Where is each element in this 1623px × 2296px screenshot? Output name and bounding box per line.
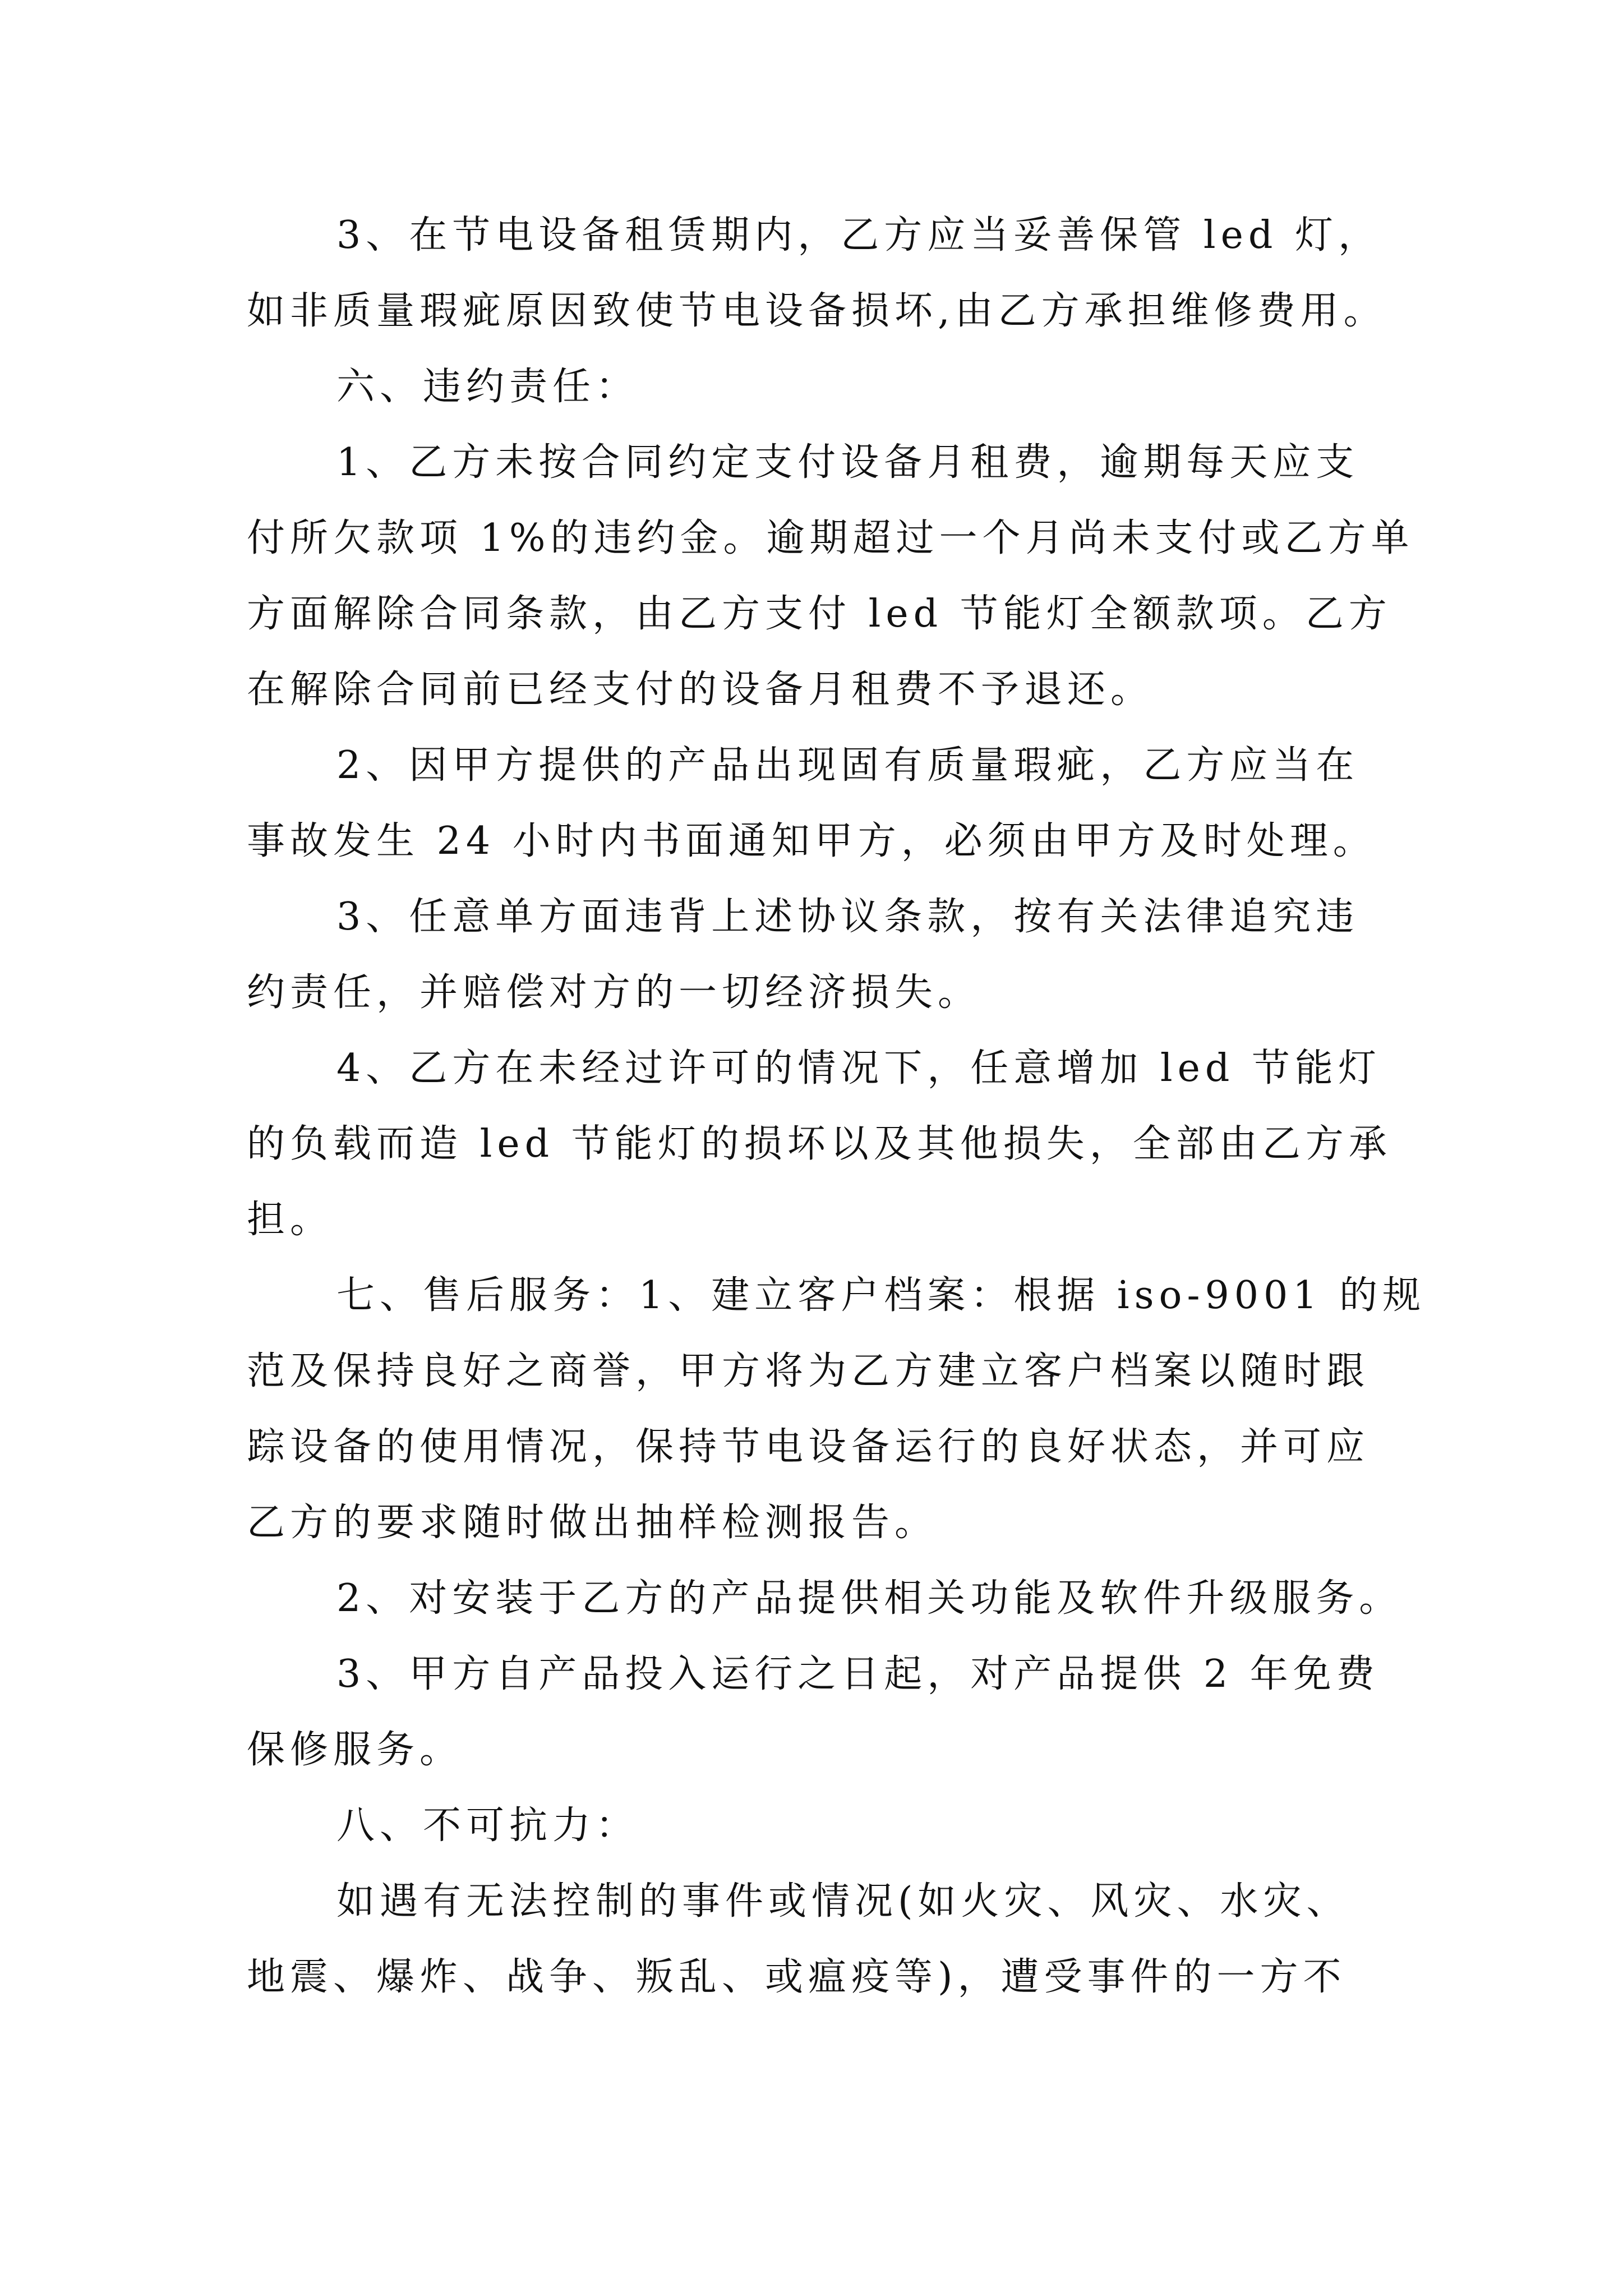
text-line-2: 如非质量瑕疵原因致使节电设备损坏,由乙方承担维修费用。	[247, 289, 1387, 333]
text-line-21: 保修服务。	[247, 1728, 463, 1772]
text-line-24: 地震、爆炸、战争、叛乱、或瘟疫等)，遭受事件的一方不	[247, 1955, 1347, 1999]
text-line-7: 在解除合同前已经支付的设备月租费不予退还。	[247, 668, 1154, 712]
text-line-18: 乙方的要求随时做出抽样检测报告。	[247, 1501, 938, 1545]
text-line-5: 付所欠款项 1%的违约金。逾期超过一个月尚未支付或乙方单	[247, 516, 1414, 560]
text-line-19: 2、对安装于乙方的产品提供相关功能及软件升级服务。	[336, 1576, 1403, 1621]
text-line-11: 约责任，并赔偿对方的一切经济损失。	[247, 970, 981, 1015]
text-line-13: 的负载而造 led 节能灯的损坏以及其他损失，全部由乙方承	[247, 1122, 1392, 1166]
text-line-17: 踪设备的使用情况，保持节电设备运行的良好状态，并可应	[247, 1425, 1370, 1469]
section-heading-6: 六、违约责任：	[336, 365, 639, 409]
section-heading-7: 七、售后服务：1、建立客户档案：根据 iso-9001 的规	[336, 1273, 1426, 1318]
text-line-9: 事故发生 24 小时内书面通知甲方，必须由甲方及时处理。	[247, 819, 1376, 863]
text-line-16: 范及保持良好之商誉，甲方将为乙方建立客户档案以随时跟	[247, 1349, 1370, 1393]
section-heading-8: 八、不可抗力：	[336, 1803, 639, 1848]
text-line-8: 2、因甲方提供的产品出现固有质量瑕疵，乙方应当在	[336, 743, 1359, 788]
text-line-20: 3、甲方自产品投入运行之日起，对产品提供 2 年免费	[336, 1652, 1380, 1696]
text-line-1: 3、在节电设备租赁期内，乙方应当妥善保管 led 灯，	[336, 213, 1382, 257]
text-line-10: 3、任意单方面违背上述协议条款，按有关法律追究违	[336, 895, 1359, 939]
text-line-23: 如遇有无法控制的事件或情况(如火灾、风灾、水灾、	[336, 1879, 1350, 1924]
text-line-12: 4、乙方在未经过许可的情况下，任意增加 led 节能灯	[336, 1046, 1382, 1091]
text-line-6: 方面解除合同条款，由乙方支付 led 节能灯全额款项。乙方	[247, 592, 1392, 636]
text-line-4: 1、乙方未按合同约定支付设备月租费，逾期每天应支	[336, 440, 1359, 485]
text-line-14: 担。	[247, 1198, 334, 1242]
